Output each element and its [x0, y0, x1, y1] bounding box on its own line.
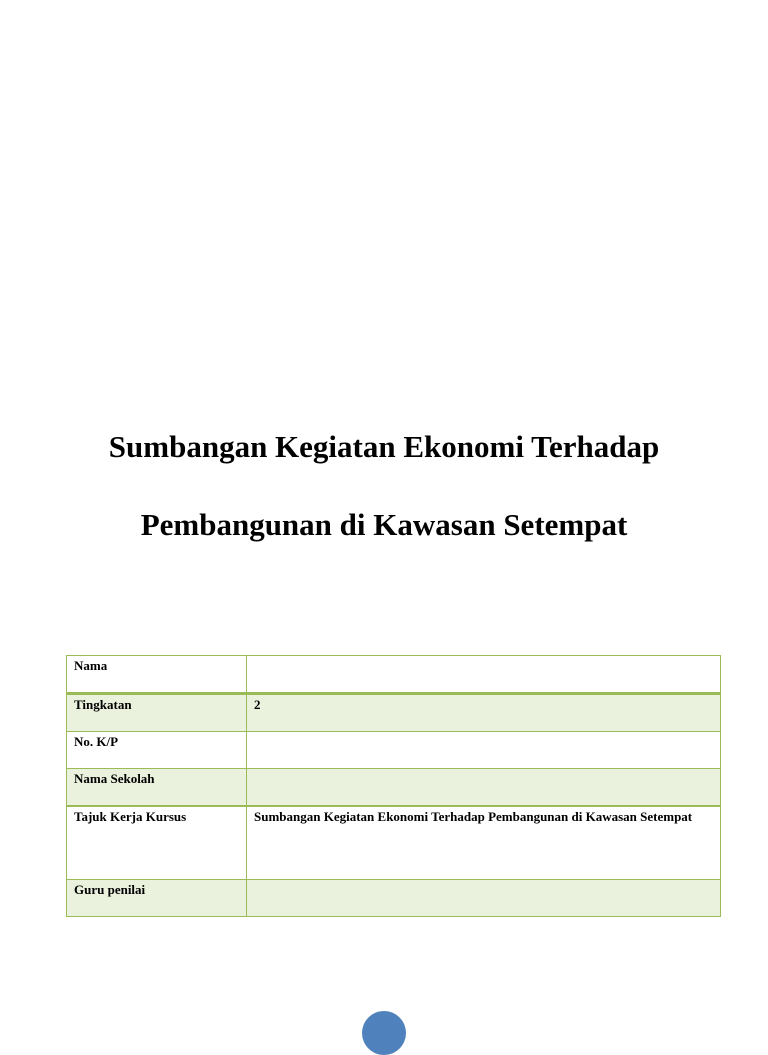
student-info-table	[66, 655, 721, 917]
page-number-marker	[362, 1011, 406, 1055]
title-line-1: Sumbangan Kegiatan Ekonomi Terhadap	[108, 429, 660, 464]
title-line-2: Pembangunan di Kawasan Setempat	[140, 507, 628, 542]
row-value-nama	[247, 656, 721, 694]
row-label-tajuk-kerja-kursus: Tajuk Kerja Kursus	[67, 806, 247, 880]
row-value-tingkatan: 2	[247, 694, 721, 732]
table-row-tingkatan	[67, 694, 721, 732]
row-value-guru-penilai	[247, 880, 721, 917]
table-row-no-kp	[67, 732, 721, 769]
tajuk-value-text: Sumbangan Kegiatan Ekonomi Terhadap Pembangunan di Kawasan Setempat	[254, 809, 693, 824]
row-label-guru-penilai: Guru penilai	[67, 880, 247, 917]
table-row-tajuk-kerja-kursus	[67, 806, 721, 880]
row-value-no-kp	[247, 732, 721, 769]
row-label-nama: Nama	[67, 656, 247, 694]
document-title	[0, 424, 768, 548]
row-value-tajuk-kerja-kursus	[247, 806, 721, 880]
table-row-nama	[67, 656, 721, 694]
row-label-tingkatan: Tingkatan	[67, 694, 247, 732]
row-label-nama-sekolah: Nama Sekolah	[67, 769, 247, 807]
row-label-no-kp: No. K/P	[67, 732, 247, 769]
table-row-guru-penilai	[67, 880, 721, 917]
